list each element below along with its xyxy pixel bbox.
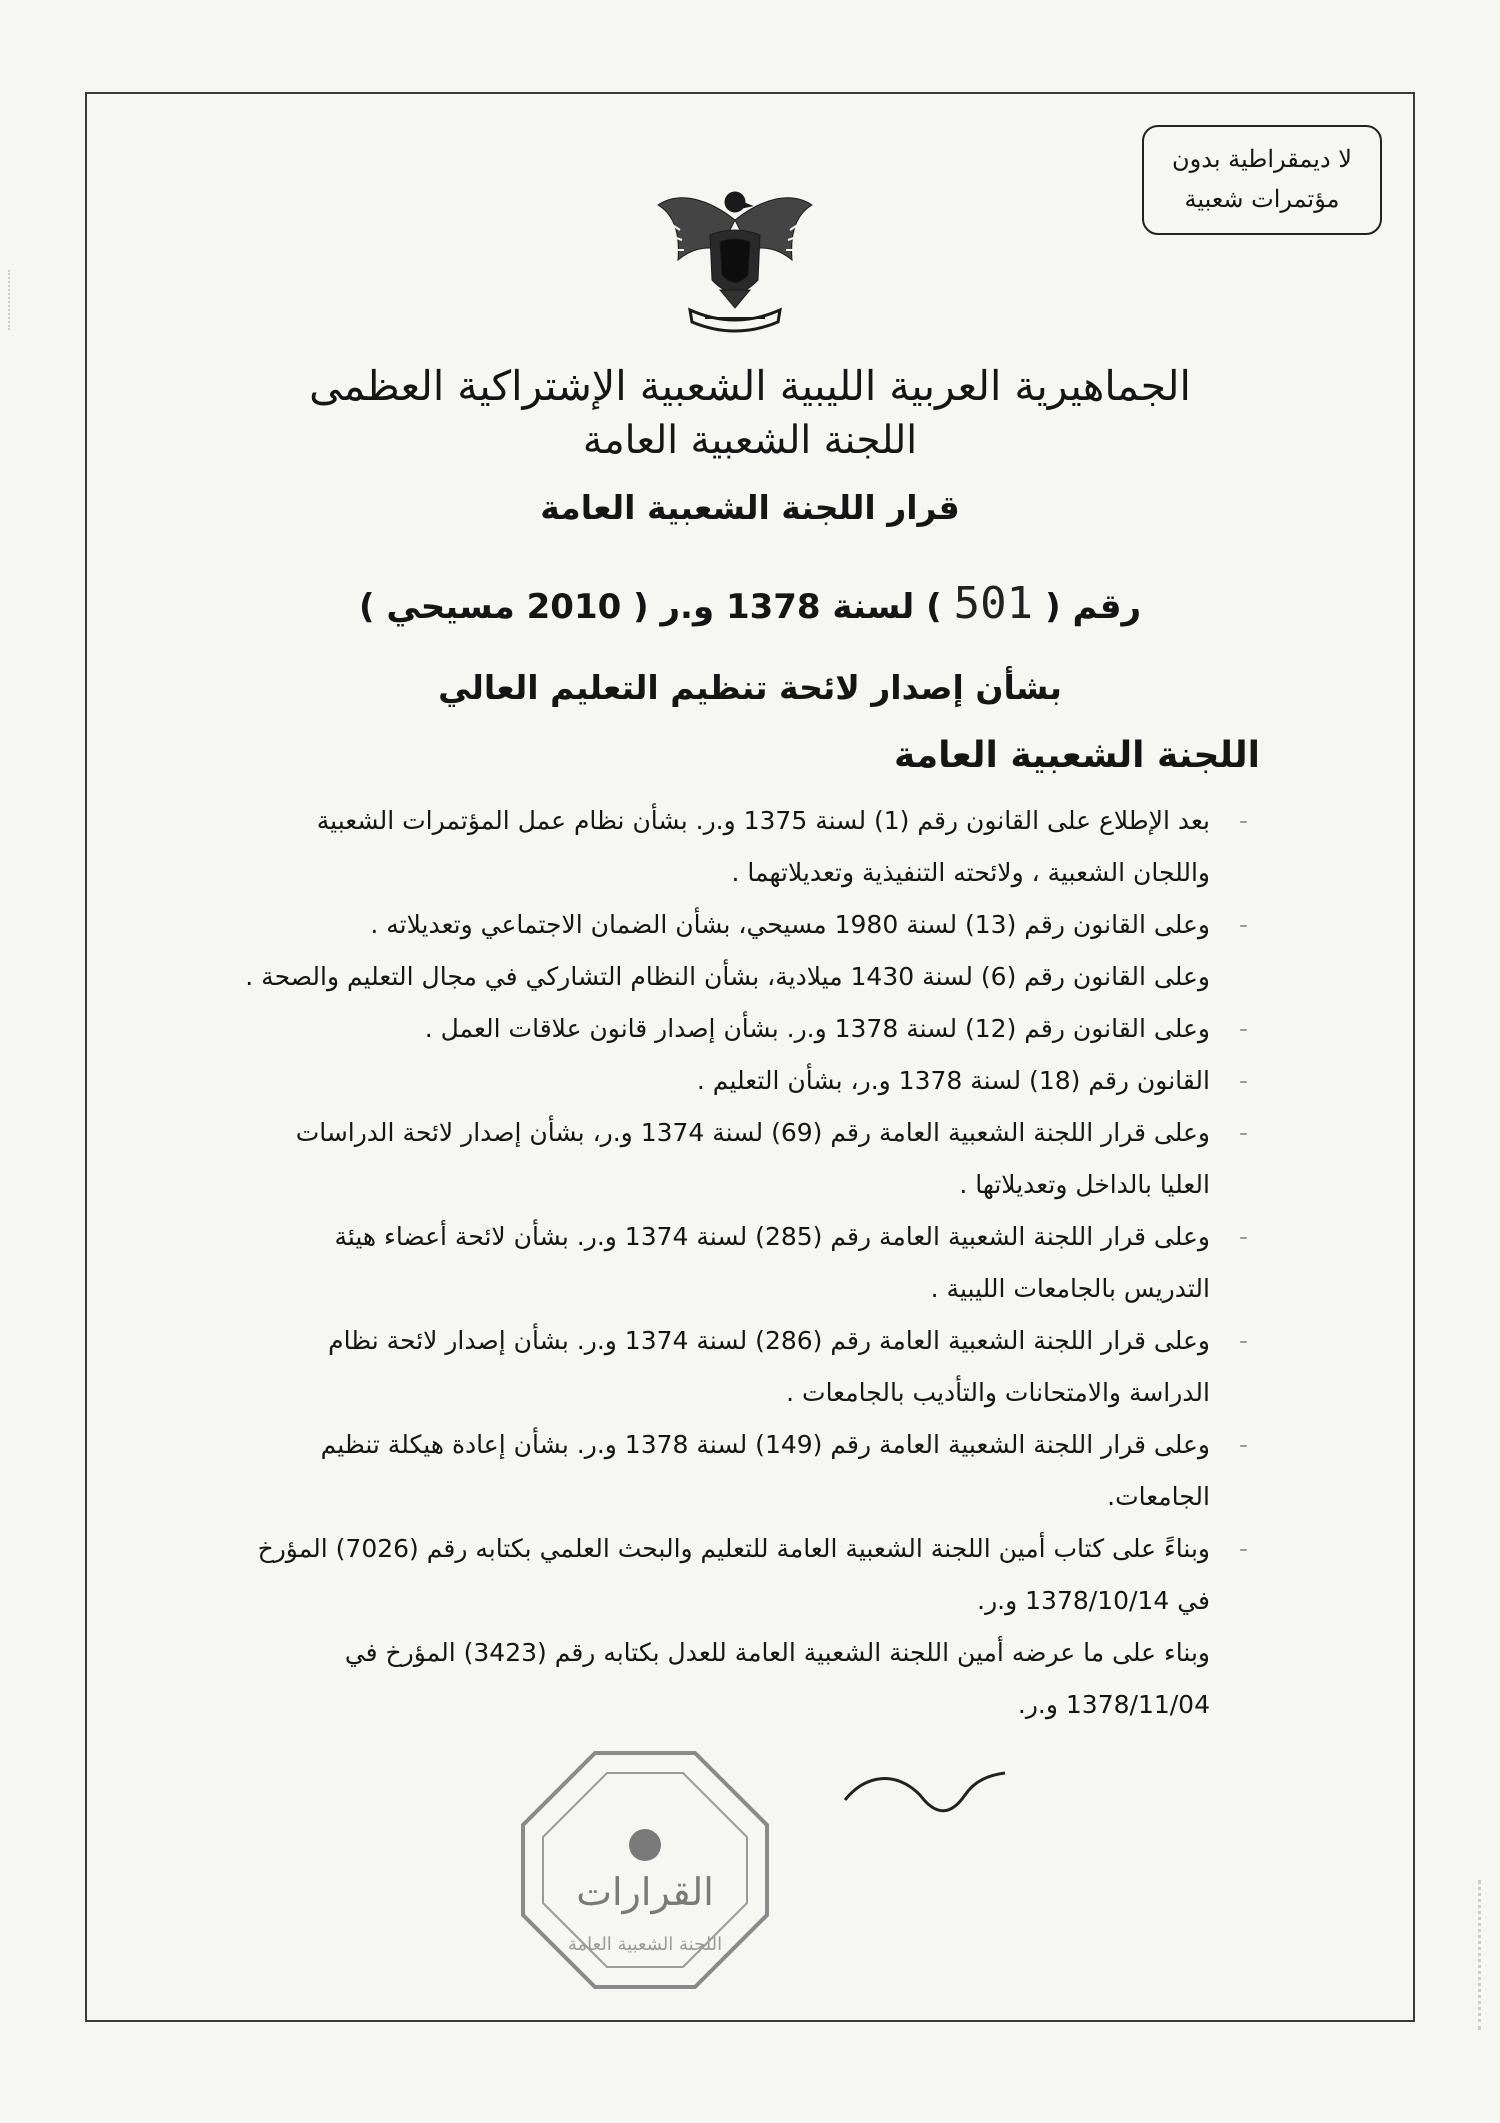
decision-subject: بشأن إصدار لائحة تنظيم التعليم العالي	[438, 668, 1062, 707]
clause-text: وعلى القانون رقم (6) لسنة 1430 ميلادية، بشأن النظام التشاركي في مجال التعليم والصحة .	[245, 962, 1210, 991]
clause-dash: -	[1238, 806, 1248, 835]
clause-3	[170, 951, 1210, 1003]
clause-continuation: 1378/11/04 و.ر.	[1017, 1690, 1210, 1719]
official-stamp	[515, 1745, 775, 1995]
committee-name-heading: اللجنة الشعبية العامة	[582, 418, 918, 463]
clause-dash: -	[1238, 910, 1248, 939]
clause-dash: -	[1238, 1534, 1248, 1563]
clause-4	[170, 1003, 1248, 1055]
slogan-line-1: لا ديمقراطية بدون	[1172, 145, 1352, 173]
state-name-heading: الجماهيرية العربية الليبية الشعبية الإشتراكية العظمى	[309, 362, 1191, 410]
decision-title: قرار اللجنة الشعبية العامة	[540, 488, 960, 527]
clause-continuation: في 1378/10/14 و.ر.	[977, 1586, 1210, 1615]
clause-text: القانون رقم (18) لسنة 1378 و.ر، بشأن التعليم .	[696, 1066, 1210, 1095]
clause-dash: -	[1238, 1222, 1248, 1251]
clause-9	[170, 1419, 1248, 1523]
clause-dash: -	[1238, 1326, 1248, 1355]
clause-continuation: واللجان الشعبية ، ولائحته التنفيذية وتعديلاتهما .	[731, 858, 1210, 887]
clause-8	[170, 1315, 1248, 1419]
clause-text: وعلى قرار اللجنة الشعبية العامة رقم (285) لسنة 1374 و.ر. بشأن لائحة أعضاء هيئة	[334, 1222, 1210, 1251]
slogan-box	[1142, 125, 1382, 235]
clause-6	[170, 1107, 1248, 1211]
clause-continuation: التدريس بالجامعات الليبية .	[930, 1274, 1210, 1303]
decision-number-line	[300, 578, 1200, 629]
clause-text: وبناءً على كتاب أمين اللجنة الشعبية العامة للتعليم والبحث العلمي بكتابه رقم (7026) المؤرخ	[257, 1534, 1210, 1563]
scan-margin-mark	[8, 270, 28, 330]
clause-text: بعد الإطلاع على القانون رقم (1) لسنة 1375 و.ر. بشأن نظام عمل المؤتمرات الشعبية	[316, 806, 1210, 835]
clause-dash: -	[1238, 1118, 1248, 1147]
clause-11	[170, 1627, 1210, 1731]
clause-text: وعلى قرار اللجنة الشعبية العامة رقم (149) لسنة 1378 و.ر. بشأن إعادة هيكلة تنظيم	[320, 1430, 1210, 1459]
clause-continuation: العليا بالداخل وتعديلاتها .	[959, 1170, 1210, 1199]
slogan-line-2: مؤتمرات شعبية	[1184, 185, 1340, 213]
clause-7	[170, 1211, 1248, 1315]
clause-1	[170, 795, 1248, 899]
clause-continuation: الدراسة والامتحانات والتأديب بالجامعات .	[786, 1378, 1210, 1407]
clause-5	[170, 1055, 1248, 1107]
clause-text: وعلى القانون رقم (12) لسنة 1378 و.ر. بشأن إصدار قانون علاقات العمل .	[424, 1014, 1210, 1043]
stamp-text: القرارات	[576, 1870, 714, 1914]
clause-10	[170, 1523, 1248, 1627]
clause-text: وعلى قرار اللجنة الشعبية العامة رقم (286) لسنة 1374 و.ر. بشأن إصدار لائحة نظام	[328, 1326, 1210, 1355]
scan-margin-mark	[1478, 1880, 1491, 2030]
clause-continuation: الجامعات.	[1107, 1482, 1210, 1511]
number-suffix: ) لسنة 1378 و.ر ( 2010 مسيحي )	[358, 587, 942, 627]
stamp-emblem-icon	[629, 1829, 661, 1861]
stamp-ring-text: اللجنة الشعبية العامة	[567, 1934, 723, 1955]
clause-dash: -	[1238, 1430, 1248, 1459]
number-prefix: رقم (	[1045, 587, 1142, 627]
clause-dash: -	[1238, 1014, 1248, 1043]
issuer-heading: اللجنة الشعبية العامة	[894, 735, 1260, 776]
clause-2	[170, 899, 1248, 951]
preamble-clauses	[170, 795, 1248, 1731]
clause-dash: -	[1238, 1066, 1248, 1095]
clause-text: وعلى القانون رقم (13) لسنة 1980 مسيحي، بشأن الضمان الاجتماعي وتعديلاته .	[370, 910, 1210, 939]
signature-mark	[840, 1755, 1010, 1825]
decision-number: 501	[953, 578, 1034, 629]
eagle-emblem-icon	[650, 180, 820, 340]
clause-text: وعلى قرار اللجنة الشعبية العامة رقم (69) لسنة 1374 و.ر، بشأن إصدار لائحة الدراسات	[295, 1118, 1210, 1147]
clause-text: وبناء على ما عرضه أمين اللجنة الشعبية العامة للعدل بكتابه رقم (3423) المؤرخ في	[344, 1638, 1210, 1667]
